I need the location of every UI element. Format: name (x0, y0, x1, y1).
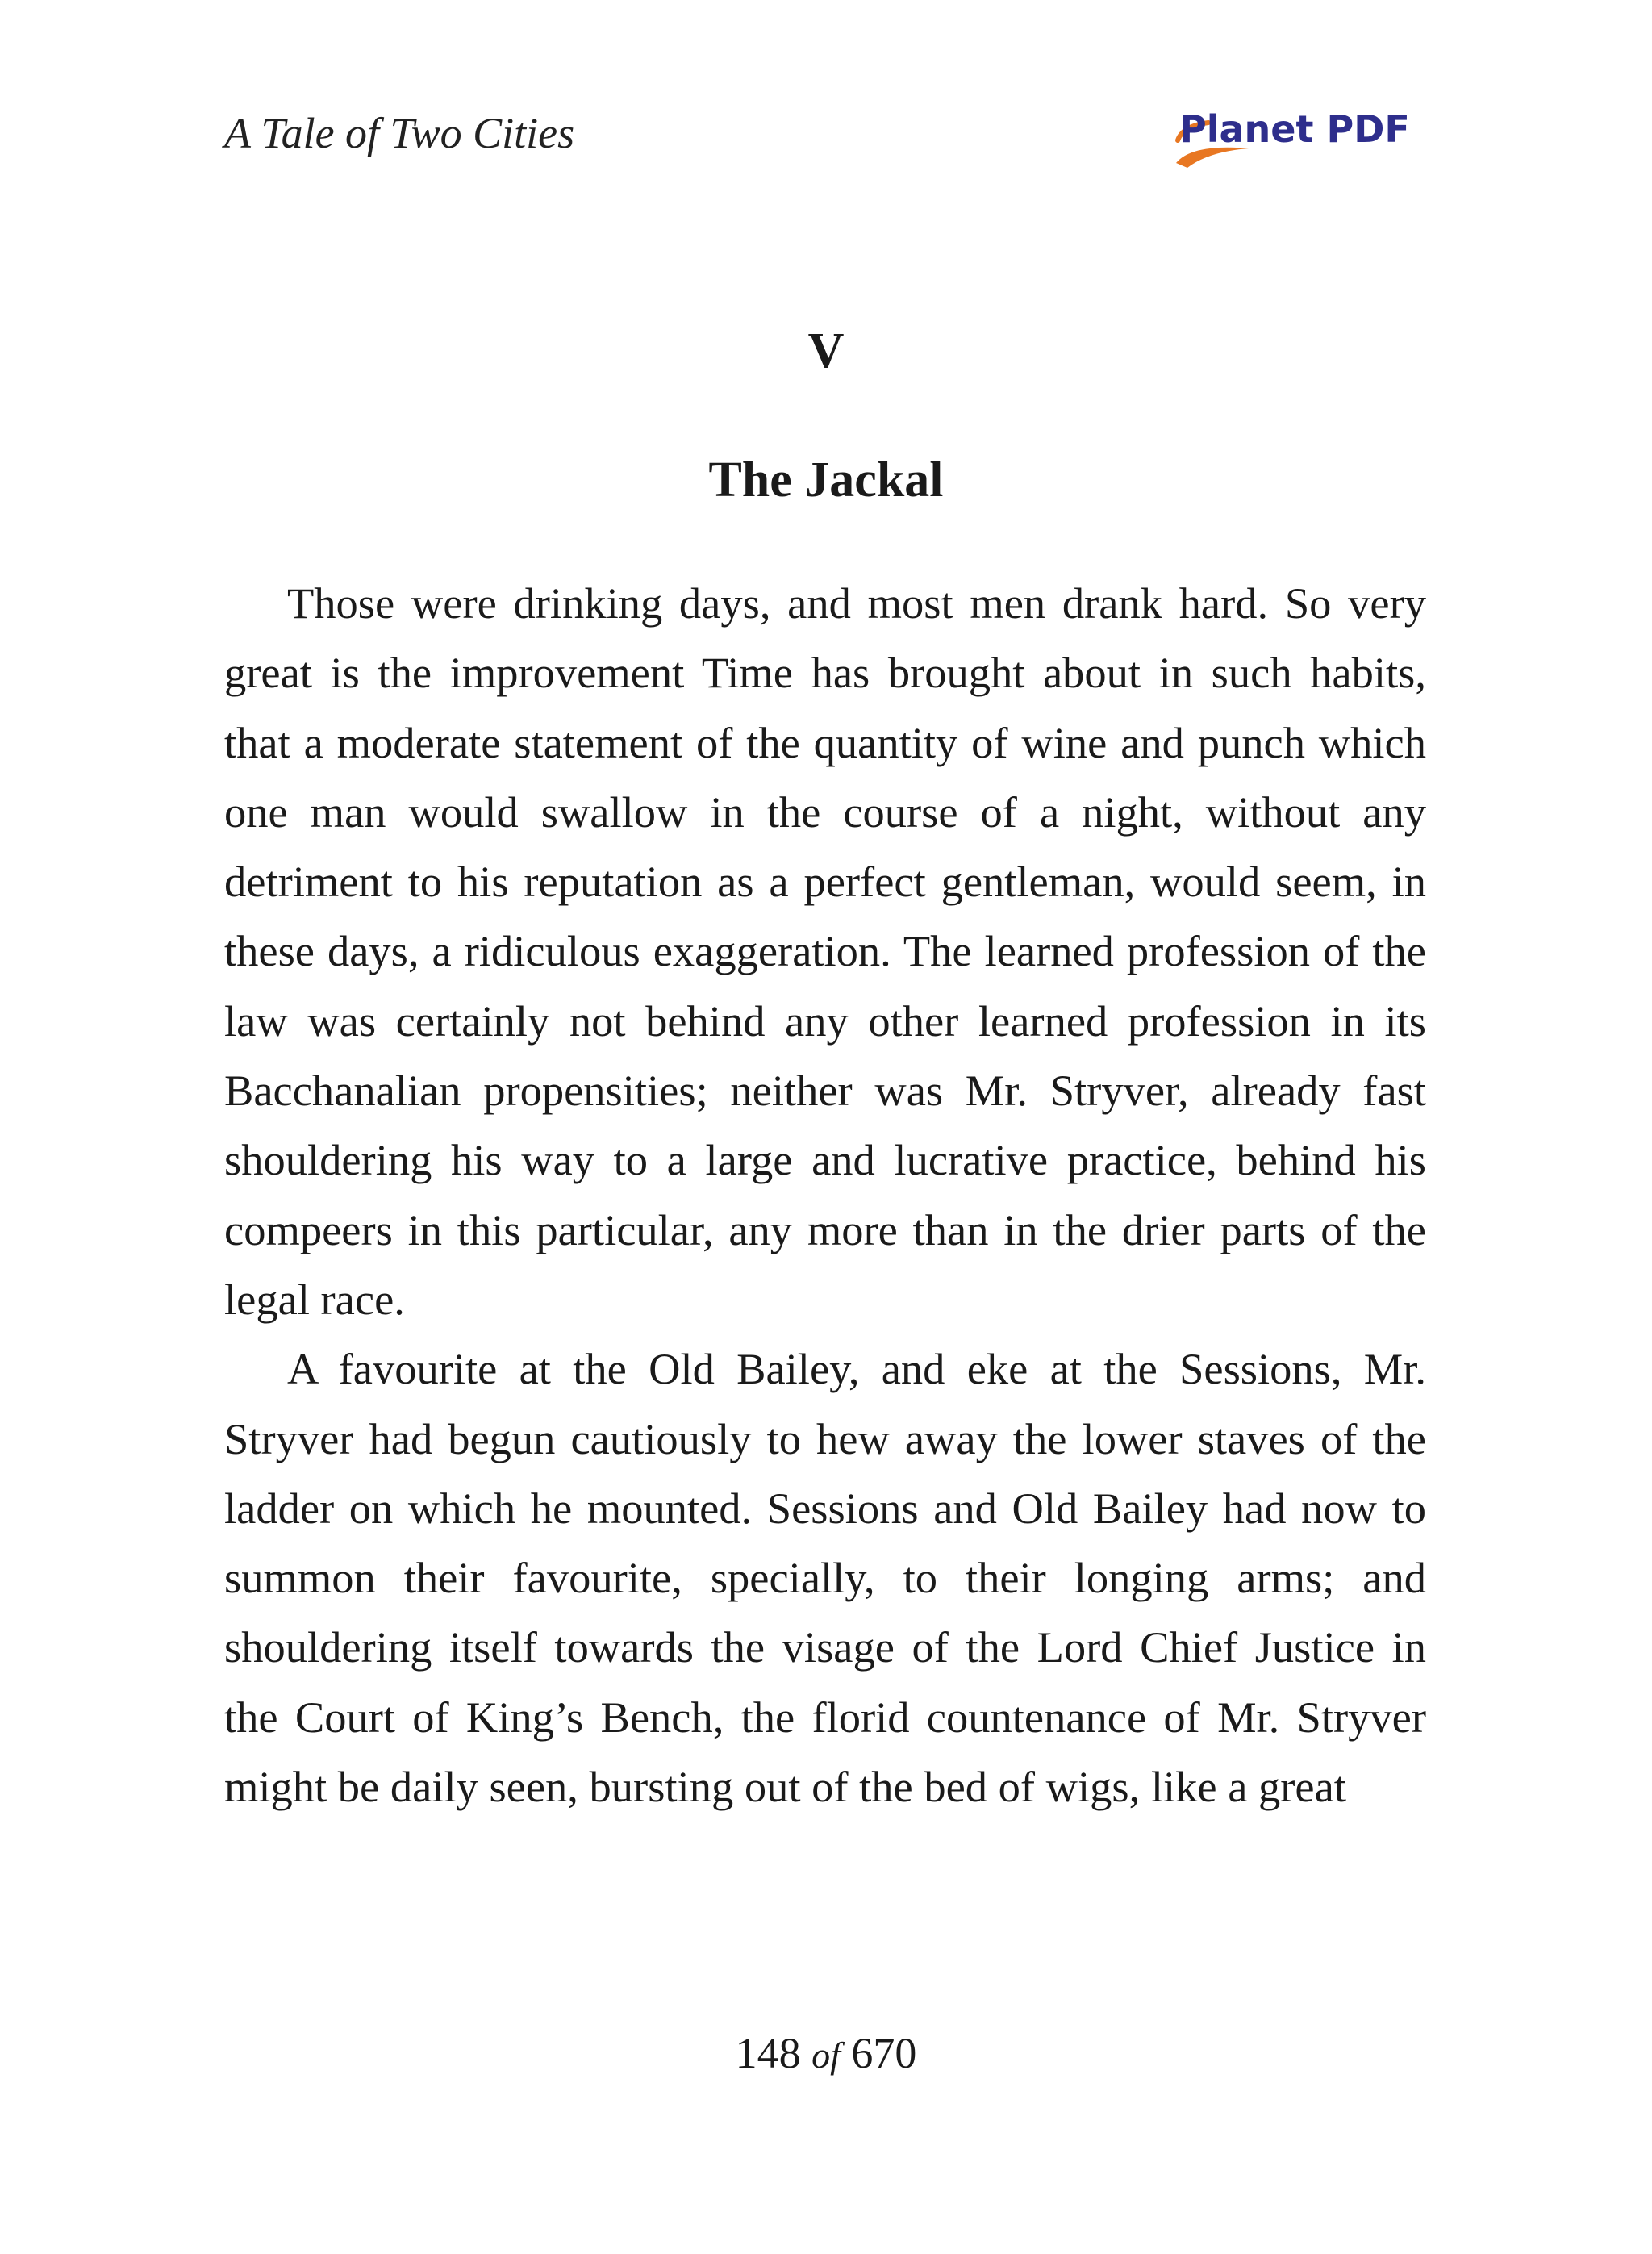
paragraph: Those were drinking days, and most men drank hard. So very great is the improvement Time has brought about in such habits, that a moderate statement of the quantity of wine and punch which one man would swallow in the course of a night, without any detriment to his reputation as a perfect gentleman, would seem, in these days, a ridiculous exaggeration. The learned profession of the law was certainly not behind any other learned profession in its Bacchanalian propensities; neither was Mr. Stryver, already fast shouldering his way to a large and lucrative practice, behind his compeers in this particular, any more than in the drier parts of the legal race. (224, 578, 1426, 1324)
logo-pdf-text: PDF (1326, 107, 1410, 151)
total-pages: 670 (851, 2029, 917, 2077)
page-number (0, 2025, 1652, 2084)
current-page: 148 (735, 2029, 801, 2077)
page-header (224, 106, 1434, 171)
book-title: A Tale of Two Cities (224, 109, 575, 157)
paragraph: A favourite at the Old Bailey, and eke at the Sessions, Mr. Stryver had begun cautiously to hew away the lower staves of the ladder on which he mounted. Sessions and Old Bailey had now to summon their favourite, specially, to their longing arms; and shouldering itself towards the visage of the Lord Chief Justice in the Court of King’s Bench, the florid countenance of Mr. Stryver might be daily seen, bursting out of the bed of wigs, like a great (224, 1344, 1426, 1812)
chapter-number: V (807, 323, 845, 378)
chapter-title: The Jackal (708, 453, 944, 507)
planet-pdf-logo (1160, 106, 1418, 171)
page-of-word: of (811, 2035, 841, 2076)
logo-text (1179, 106, 1410, 152)
chapter-body (224, 569, 1426, 1822)
logo-planet-text: Planet (1179, 107, 1314, 151)
